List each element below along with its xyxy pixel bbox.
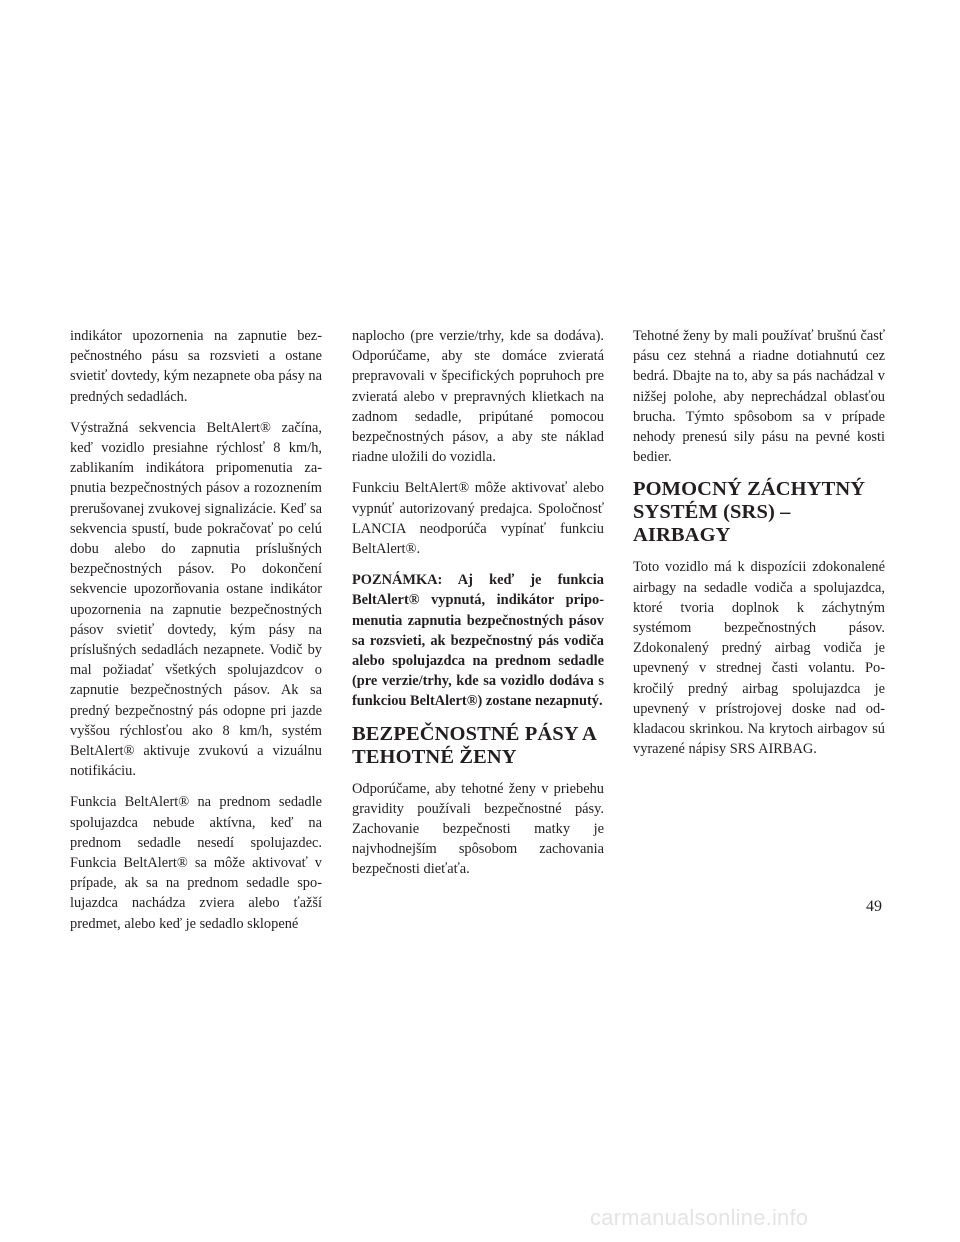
heading-line: TEHOTNÉ ŽENY (352, 745, 517, 768)
watermark: carmanualsonline.info (590, 1205, 809, 1230)
paragraph: Funkciu BeltAlert® môže aktivovať alebo vypnúť autorizovaný predajca. Spoločnosť LANCIA neodporúča vypínať funkciu BeltAlert®. (352, 480, 604, 558)
heading-line: BEZPEČNOSTNÉ PÁSY A (352, 722, 597, 745)
paragraph: Tehotné ženy by mali používať brušnú časť pásu cez stehná a riadne dotiahnutú cez bedrá. Dbajte na to, aby sa pás nachádzal v nižšej polohe, aby neprechádzal oblasťou brucha. Týmto spôsobom sa v prípade nehody prenesú sily pásu na pevné kosti bedier. (633, 328, 885, 466)
text-column-3 (633, 326, 885, 770)
paragraph: Odporúčame, aby tehotné ženy v priebehu gravidity používali bezpečnostné pásy. Zachovanie bezpečnosti matky je najvhodnejším spôsobom zachovania bezpečnosti dieťaťa. (352, 780, 604, 878)
paragraph: naplocho (pre verzie/trhy, kde sa dodáva). Odporúčame, aby ste domáce zvieratá prepravovali v špecifických popruhoch pre zvieratá alebo v prepravných klietkach na zadnom sedadle, pripútané pomocou bezpečnostných pásov, a aby ste náklad riadne uložili do vozidla. (352, 328, 604, 466)
page-number: 49 (866, 898, 882, 915)
paragraph: Funkcia BeltAlert® na prednom sedadle spolujazdca nebude aktívna, keď na prednom sedadle nesedí spolujazdec. Funkcia BeltAlert® sa môže aktivovať v prípade, ak sa na prednom sedadle spolujazdca nachádza zviera alebo ťažší predmet, alebo keď je sedadlo sklopené (70, 794, 322, 932)
paragraph: indikátor upozornenia na zapnutie bezpečnostného pásu sa rozsvieti a ostane svietiť dovtedy, kým nezapnete oba pásy na predných sedadlách. (70, 328, 322, 405)
paragraph: Toto vozidlo má k dispozícii zdokonalené airbagy na sedadle vodiča a spolujazdca, ktoré tvoria doplnok k záchytným systémom bezpečnostných pásov. Zdokonalený predný airbag vodiča je upevnený v strednej časti volantu. Pokročilý predný airbag spolujazdca je upevnený v prístrojovej doske nad odkladacou skrinkou. Na krytoch airbagov sú vyrazené nápisy SRS AIRBAG. (633, 559, 885, 758)
paragraph: Výstražná sekvencia BeltAlert® začína, keď vozidlo presiahne rýchlosť 8 km/h, zablikaním indikátora pripomenutia zapnutia bezpečnostných pásov a rozoznením prerušovanej zvukovej signalizácie. Keď sa sekvencia spustí, bude pokračovať po celú dobu alebo do zapnutia príslušných bezpečnostných pásov. Po dokončení sekvencie upozorňovania ostane indikátor upozornenia na zapnutie bezpečnostných pásov svietiť dovtedy, kým pásy na príslušných sedadlách nezapnete. Vodič by mal požiadať všetkých spolujazdcov o zapnutie bezpečnostných pásov. Ak sa predný bezpečnostný pás odopne pri jazde vyššou rýchlosťou ako 8 km/h, systém BeltAlert® aktivuje zvukovú a vizuálnu notifikáciu. (70, 419, 322, 780)
heading-line: SYSTÉM (SRS) – AIRBAGY (633, 501, 791, 547)
text-column-1 (70, 326, 322, 945)
note-paragraph: POZNÁMKA: Aj keď je funkcia BeltAlert® vypnutá, indikátor pripomenutia zapnutia bezpečnostných pásov sa rozsvieti, ak bezpečnostný pás vodiča alebo spolujazdca na prednom sedadle (pre verzie/trhy, kde sa vozidlo dodáva s funkciou BeltAlert®) zostane nezapnutý. (352, 572, 604, 710)
heading-line: POMOCNÝ ZÁCHYTNÝ (633, 478, 866, 501)
text-column-2 (352, 326, 604, 891)
section-heading-pregnant-women (352, 723, 604, 769)
section-heading-airbags (633, 478, 885, 547)
